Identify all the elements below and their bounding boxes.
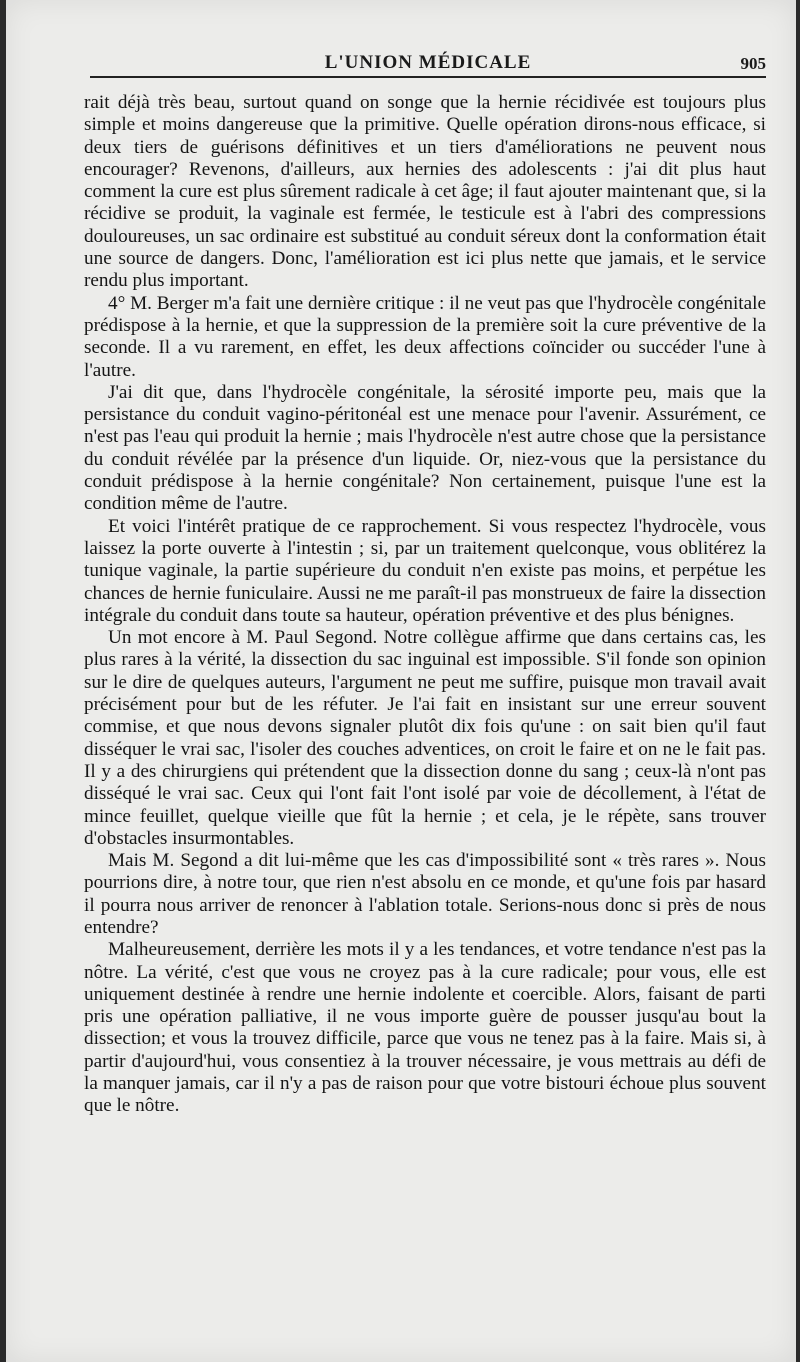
paragraph: Un mot encore à M. Paul Segond. Notre collègue affirme que dans certains cas, les plus rares à la vérité, la dissection du sac inguinal est impossible. S'il fonde son opinion sur le dire de quelques auteurs, l'argument ne peut me suffire, puisque mon travail avait précisément pour but de les réfuter. Je l'ai fait en insistant sur une erreur souvent commise, et que nous devons signaler plutôt dix fois qu'une : on sait bien qu'il faut disséquer le vrai sac, l'isoler des couches adventices, on croit le faire et on ne le fait pas. Il y a des chirurgiens qui prétendent que la dissection donne du sang ; ceux-là n'ont pas disséqué le vrai sac. Ceux qui l'ont fait l'ont isolé par voie de décollement, à l'état de mince feuillet, quelque vieille que fût la hernie ; et cela, je le répète, sans trouver d'obstacles insurmontables. <box>84 627 766 849</box>
page <box>6 0 796 1362</box>
paragraph: 4° M. Berger m'a fait une dernière critique : il ne veut pas que l'hydrocèle congénitale prédispose à la hernie, et que la suppression de la première soit la cure préventive de la seconde. Il a vu rarement, en effet, les deux affections coïncider ou succéder l'une à l'autre. <box>84 292 766 381</box>
header-rule <box>90 76 766 78</box>
page-header <box>90 48 766 76</box>
paragraph: Malheureusement, derrière les mots il y a les tendances, et votre tendance n'est pas la nôtre. La vérité, c'est que vous ne croyez pas à la cure radicale; pour vous, elle est uniquement destinée à rendre une hernie indolente et coercible. Alors, faisant de parti pris une opération palliative, il ne vous importe guère de pousser jusqu'au bout la dissection; et vous la trouvez difficile, parce que vous ne tenez pas à la faire. Mais si, à partir d'aujourd'hui, vous consentiez à la trouver nécessaire, je vous mettrais au défi de la manquer jamais, car il n'y a pas de raison pour que votre bistouri échoue plus souvent que le nôtre. <box>84 939 766 1117</box>
page-number: 905 <box>740 54 766 73</box>
paragraph: Et voici l'intérêt pratique de ce rapprochement. Si vous respectez l'hydrocèle, vous laissez la porte ouverte à l'intestin ; si, par un traitement quelconque, vous oblitérez la tunique vaginale, la partie supérieure du conduit n'en existe pas moins, et perpétue les chances de hernie funiculaire. Aussi ne me paraît-il pas monstrueux de faire la dissection intégrale du conduit dans toute sa hauteur, opération préventive et des plus bénignes. <box>84 515 766 626</box>
running-title: L'UNION MÉDICALE <box>324 52 532 73</box>
body-text <box>84 92 766 1118</box>
paragraph: rait déjà très beau, surtout quand on songe que la hernie récidivée est toujours plus simple et moins dangereuse que la primitive. Quelle opération dirons-nous efficace, si deux tiers de guérisons définitives et un tiers d'améliorations ne peuvent nous encourager? Revenons, d'ailleurs, aux hernies des adolescents : j'ai dit plus haut comment la cure est plus sûrement radicale à cet âge; il faut ajouter maintenant que, si la récidive se produit, la vaginale est fermée, le testicule est à l'abri des compressions douloureuses, un sac ordinaire est substitué au conduit séreux dont la conformation était une source de dangers. Donc, l'amélioration est ici plus nette que jamais, et le service rendu plus important. <box>84 92 766 292</box>
paragraph: Mais M. Segond a dit lui-même que les cas d'impossibilité sont « très rares ». Nous pourrions dire, à notre tour, que rien n'est absolu en ce monde, et qu'une fois par hasard il pourra nous arriver de renoncer à l'ablation totale. Serions-nous donc si près de nous entendre? <box>84 850 766 938</box>
paragraph: J'ai dit que, dans l'hydrocèle congénitale, la sérosité importe peu, mais que la persistance du conduit vagino-péritonéal est une menace pour l'avenir. Assurément, ce n'est pas l'eau qui produit la hernie ; mais l'hydrocèle n'est autre chose que la persistance du conduit révélée par la présence d'un liquide. Or, niez-vous que la persistance du conduit prédispose à la hernie congénitale? Non certainement, puisque l'une est la condition même de l'autre. <box>84 381 766 515</box>
